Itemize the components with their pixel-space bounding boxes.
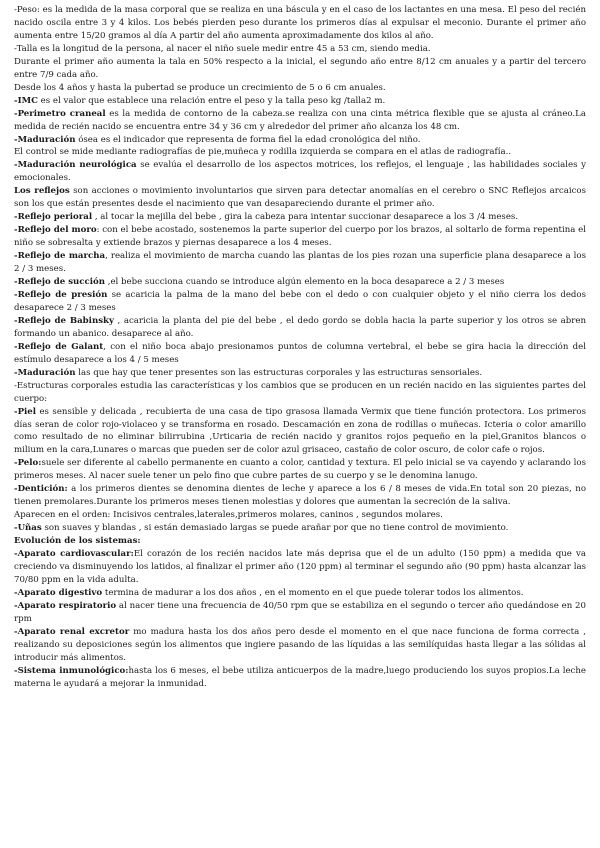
paragraph-text: Desde los 4 años y hasta la pubertad se produce un crecimiento de 5 o 6 cm anuales. bbox=[14, 82, 386, 93]
term-label: -Reflejo del moro bbox=[14, 225, 97, 236]
paragraph-text: Aparecen en el orden: Incisivos centrales,laterales,primeros molares, caninos , segundos molares. bbox=[14, 510, 443, 521]
paragraph bbox=[14, 509, 586, 522]
paragraph-text: termina de madurar a los dos años , en el momento en el que puede tolerar todos los alimentos. bbox=[102, 587, 524, 598]
paragraph-text: , al tocar la mejilla del bebe , gira la cabeza para intentar succionar desaparece a los 3 /4 meses. bbox=[92, 212, 519, 223]
term-label: -Reflejo de succión bbox=[14, 277, 105, 288]
paragraph-text: ,el bebe succiona cuando se introduce algún elemento en la boca desaparece a 2 / 3 meses bbox=[105, 277, 505, 288]
paragraph bbox=[14, 665, 586, 691]
paragraph-text: son suaves y blandas , si están demasiado largas se puede arañar por que no tiene control de movimiento. bbox=[41, 523, 509, 534]
term-label: Evolución de los sistemas: bbox=[14, 536, 141, 547]
paragraph bbox=[14, 587, 586, 600]
term-label: -Reflejo de presión bbox=[14, 289, 108, 300]
term-label: -Piel bbox=[14, 406, 37, 417]
paragraph bbox=[14, 276, 586, 289]
paragraph-text: , acaricia la planta del pie del bebe , el dedo gordo se dobla hacia la parte superior y los otros se abren formando un abanico. desaparece al año. bbox=[14, 315, 586, 339]
paragraph-text: Durante el primer año aumenta la tala en 50% respecto a la inicial, el segundo año entre 8/12 cm anuales y a partir del tercero entre 7/9 cada año. bbox=[14, 56, 586, 80]
paragraph-text: El control se mide mediante radiografías de pie,muñeca y rodilla izquierda se compara en el atlas de radiografía.. bbox=[14, 147, 512, 158]
paragraph bbox=[14, 108, 586, 134]
paragraph bbox=[14, 380, 586, 406]
term-label: -Aparato digestivo bbox=[14, 587, 103, 598]
paragraph bbox=[14, 211, 586, 224]
term-label: -Maduración bbox=[14, 367, 76, 378]
paragraph-text: suele ser diferente al cabello permanente en cuanto a color, cantidad y textura. El pelo inicial se va cayendo y aclarando los primeros meses. Al nacer suele tener un pelo fino que cubre partes de su cuerpo y se le denomina lanugo. bbox=[14, 458, 586, 482]
paragraph bbox=[14, 250, 586, 276]
paragraph bbox=[14, 185, 586, 211]
paragraph bbox=[14, 56, 586, 82]
paragraph-text: hasta los 6 meses, el bebe utiliza anticuerpos de la madre,luego produciendo los suyos propios.La leche materna le ayudará a mejorar la inmunidad. bbox=[14, 665, 586, 689]
term-label: Los reflejos bbox=[14, 186, 70, 197]
paragraph-text: , realiza el movimiento de marcha cuando las plantas de los pies rozan una superficie plana desaparece a los 2 / 3 meses. bbox=[14, 251, 587, 275]
paragraph bbox=[14, 457, 586, 483]
paragraph bbox=[14, 522, 586, 535]
paragraph bbox=[14, 535, 586, 548]
paragraph bbox=[14, 134, 586, 147]
term-label: -Sistema inmunológico: bbox=[14, 665, 129, 676]
paragraph-text: es la medida de contorno de la cabeza.se realiza con una cinta métrica flexible que se ajusta al cráneo.La medida de recién nacido se encuentra entre 34 y 36 cm y alrededor del primer año alcanza los 48 cm. bbox=[14, 108, 586, 132]
paragraph bbox=[14, 82, 586, 95]
paragraph-text: se acaricia la palma de la mano del bebe con el dedo o con cualquier objeto y el niño cierra los dedos desaparece 2 / 3 meses bbox=[14, 289, 587, 313]
paragraph bbox=[14, 341, 586, 367]
term-label: -Aparato renal excretor bbox=[14, 626, 130, 637]
paragraph bbox=[14, 43, 586, 56]
term-label: -Maduración bbox=[14, 134, 76, 145]
term-label: -Reflejo perioral bbox=[14, 212, 93, 223]
term-label: -IMC bbox=[14, 95, 38, 106]
term-label: -Pelo: bbox=[14, 458, 42, 469]
paragraph bbox=[14, 483, 586, 509]
paragraph-text: -Estructuras corporales estudia las características y los cambios que se producen en un recién nacido en las siguientes partes del cuerpo: bbox=[14, 380, 586, 404]
paragraph bbox=[14, 4, 586, 43]
paragraph bbox=[14, 289, 586, 315]
paragraph bbox=[14, 146, 586, 159]
paragraph-text: es el valor que establece una relación entre el peso y la talla peso kg /talla2 m. bbox=[37, 95, 386, 106]
paragraph-text: -Peso: es la medida de la masa corporal que se realiza en una báscula y en el caso de los lactantes en una mesa. El peso del recién nacido oscila entre 3 y 4 kilos. Los bebés pierden peso durante los primeros días al expulsar el meconio. Durante el primer año aumenta entre 15/20 gramos al día A partir del año aumenta aproximadamente dos kilos al año. bbox=[14, 5, 586, 41]
term-label: -Reflejo de Galant bbox=[14, 341, 104, 352]
term-label: -Reflejo de Babinsky bbox=[14, 315, 114, 326]
term-label: -Perimetro craneal bbox=[14, 108, 106, 119]
paragraph-text: se evalúa el desarrollo de los aspectos motrices, los reflejos, el lenguaje , las habilidades sociales y emocionales. bbox=[14, 160, 586, 184]
term-label: -Aparato respiratorio bbox=[14, 600, 117, 611]
paragraph-text: , con el niño boca abajo presionamos puntos de columna vertebral, el bebe se gira hacia la dirección del estímulo desaparece a los 4 / 5 meses bbox=[14, 341, 586, 365]
term-label: -Reflejo de marcha bbox=[14, 251, 106, 262]
paragraph bbox=[14, 367, 586, 380]
paragraph-text: es sensible y delicada , recubierta de una casa de tipo grasosa llamada Vermix que tiene función protectora. Los primeros días seran de color rojo-violaceo y se transforma en rosado. Descamación en zona de rodillas o muñecas. Icteria o color amarillo como resultado de no eliminar bilirrubina ,Urticaria de recién nacido y granitos rojos pequeño en la piel,Granitos blancos o milium en la cara,Lunares o marcas que pueden ser de color azul grisaceo, castaño de color oscuro, de color cafe o rojos. bbox=[14, 406, 586, 456]
paragraph bbox=[14, 406, 586, 458]
paragraph bbox=[14, 626, 586, 665]
paragraph bbox=[14, 600, 586, 626]
term-label: -Maduración neurológica bbox=[14, 160, 137, 171]
paragraph-text: ósea es el indicador que representa de forma fiel la edad cronológica del niño. bbox=[75, 134, 421, 145]
paragraph-text: : con el bebe acostado, sostenemos la parte superior del cuerpo por los brazos, al soltarlo de forma repentina el niño se sobresalta y extiende brazos y piernas desaparece a los 4 meses. bbox=[14, 225, 586, 249]
paragraph-text: -Talla es la longitud de la persona, al nacer el niño suele medir entre 45 a 53 cm, siendo media. bbox=[14, 43, 431, 54]
paragraph bbox=[14, 315, 586, 341]
paragraph-text: El corazón de los recién nacidos late más deprisa que el de un adulto (150 ppm) a medida que va creciendo va disminuyendo los latidos, al finalizar el primer año (120 ppm) al terminar el segundo año (90 ppm) hasta alcanzar las 70/80 ppm en la vida adulta. bbox=[14, 549, 586, 585]
paragraph-text: las que hay que tener presentes son las estructuras corporales y las estructuras sensoriales. bbox=[75, 367, 483, 378]
paragraph-text: son acciones o movimiento involuntarios que sirven para detectar anomalías en el cerebro o SNC Reflejos arcaicos son los que están presentes desde el nacimiento que van desapareciendo durante el primer año. bbox=[14, 186, 586, 210]
paragraph-text: a los primeros dientes se denomina dientes de leche y aparece a los 6 / 8 meses de vida.En total son 20 piezas, no tienen premolares.Durante los primeros meses tienen molestias y dolores que aumentan la secreción de la saliva. bbox=[14, 484, 586, 508]
paragraph bbox=[14, 95, 586, 108]
paragraph-text: al nacer tiene una frecuencia de 40/50 rpm que se estabiliza en el segundo o tercer año quedándose en 20 rpm bbox=[14, 600, 586, 624]
paragraph-text: mo madura hasta los dos años pero desde el momento en el que nace funciona de forma correcta , realizando su deposiciones según los alimentos que ingiere pasando de las líquidas a las semilíquidas hasta llegar a las sólidas al introducir más alimentos. bbox=[14, 626, 586, 663]
paragraph bbox=[14, 548, 586, 587]
paragraph bbox=[14, 224, 586, 250]
term-label: -Uñas bbox=[14, 523, 42, 534]
term-label: -Dentición: bbox=[14, 484, 68, 495]
paragraph bbox=[14, 159, 586, 185]
term-label: -Aparato cardiovascular: bbox=[14, 549, 134, 560]
